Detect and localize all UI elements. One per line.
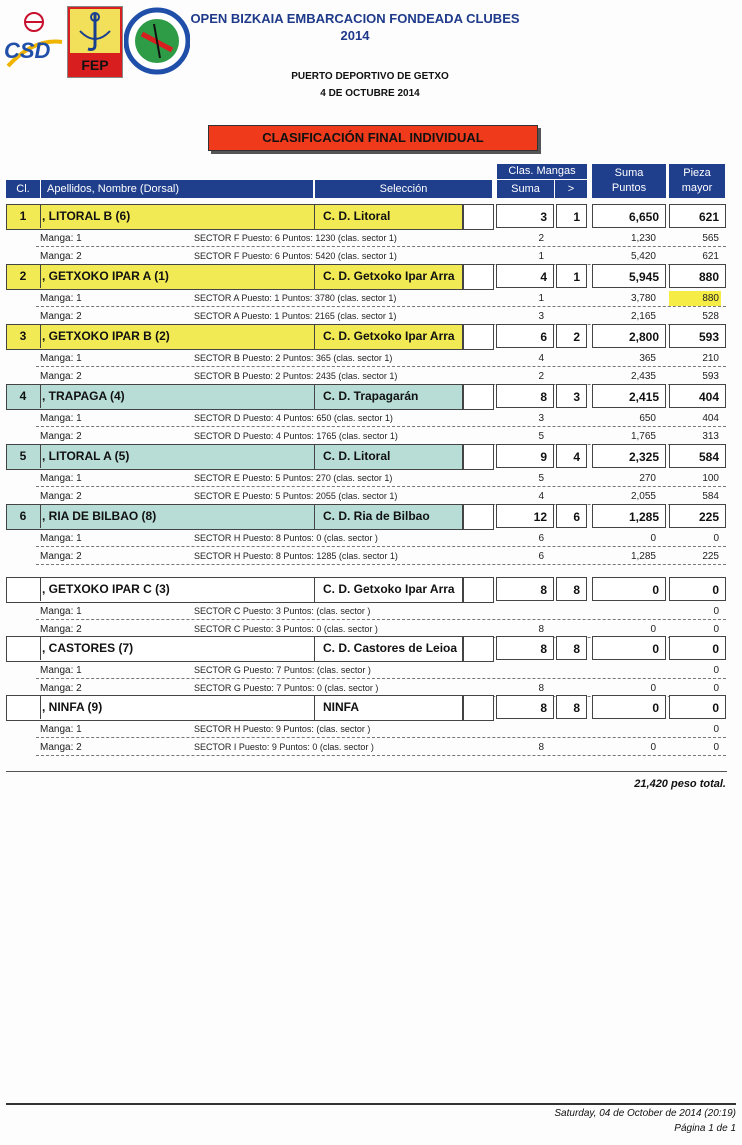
entry-puntos: 6,650 [592,204,666,228]
manga-sector: SECTOR B Puesto: 2 Puntos: 365 (clas. sector 1) [194,353,393,363]
entry-seleccion-divider [314,636,315,661]
entry-seleccion-divider [314,264,315,289]
entry-seleccion: C. D. Getxoko Ipar Arra [323,329,455,343]
entry-seleccion-divider [314,695,315,720]
manga-label: Manga: 2 [40,251,82,262]
entry-name: , CASTORES (7) [42,641,134,655]
entry-seleccion-divider [314,504,315,529]
manga-sector: SECTOR F Puesto: 6 Puntos: 1230 (clas. sector 1) [194,233,397,243]
manga-sector: SECTOR D Puesto: 4 Puntos: 1765 (clas. sector 1) [194,431,398,441]
col-gt: > [555,180,587,198]
entry-puntos: 2,325 [592,444,666,468]
entry-rank: 2 [6,264,41,288]
federation-seal [124,6,190,76]
manga-puntos: 2,055 [630,491,656,502]
event-location [230,68,510,102]
col-name: Apellidos, Nombre (Dorsal) [41,180,313,198]
manga-label: Manga: 2 [40,491,82,502]
manga-row-divider [36,678,726,679]
manga-row-divider [36,564,726,565]
manga-clas: 4 [538,491,544,502]
manga-label: Manga: 1 [40,724,82,735]
entry-blank-box [463,264,494,290]
entry-suma: 8 [496,695,554,719]
manga-puntos: 3,780 [630,293,656,304]
entry-blank-box [463,384,494,410]
manga-clas: 1 [538,293,544,304]
manga-label: Manga: 2 [40,371,82,382]
manga-clas: 6 [538,533,544,544]
col-suma-puntos [592,164,666,198]
manga-clas: 5 [538,431,544,442]
entry-gt: 3 [556,384,587,408]
entry-name: , GETXOKO IPAR C (3) [42,582,170,596]
manga-pieza: 100 [702,473,719,484]
col-seleccion: Selección [315,180,492,198]
manga-label: Manga: 2 [40,624,82,635]
entry-suma: 6 [496,324,554,348]
manga-label: Manga: 2 [40,742,82,753]
classification-banner: CLASIFICACIÓN FINAL INDIVIDUAL [208,125,538,151]
manga-row-divider [36,737,726,738]
manga-puntos: 1,230 [630,233,656,244]
entry-seleccion: C. D. Getxoko Ipar Arra [323,269,455,283]
footer-page: Página 1 de 1 [674,1123,736,1134]
col-pieza-mayor-2: mayor [681,182,713,194]
entry-puntos: 0 [592,695,666,719]
entry-pieza: 584 [669,444,726,468]
entry-puntos: 2,415 [592,384,666,408]
event-title-line1: OPEN BIZKAIA EMBARCACION FONDEADA CLUBES [190,11,520,26]
manga-pieza: 404 [702,413,719,424]
manga-puntos: 270 [639,473,656,484]
entry-seleccion: C. D. Litoral [323,209,391,223]
entry-suma: 8 [496,384,554,408]
manga-pieza: 584 [702,491,719,502]
entry-rank [6,636,41,660]
manga-clas: 3 [538,413,544,424]
footer-timestamp: Saturday, 04 de October de 2014 (20:19) [554,1108,736,1119]
entry-rank: 5 [6,444,41,468]
entry-blank-box [463,444,494,470]
event-title [190,10,520,44]
manga-clas: 8 [538,742,544,753]
manga-label: Manga: 1 [40,533,82,544]
manga-sector: SECTOR G Puesto: 7 Puntos: (clas. sector ) [194,665,371,675]
fep-logo [67,6,123,78]
entry-seleccion: NINFA [323,700,359,714]
manga-pieza: 0 [713,683,719,694]
manga-pieza: 0 [713,665,719,676]
manga-puntos: 0 [650,533,656,544]
entry-rank: 3 [6,324,41,348]
col-suma: Suma [497,180,554,198]
entry-blank-box [463,324,494,350]
entry-gt: 8 [556,577,587,601]
entry-blank-box [463,695,494,721]
manga-sector: SECTOR H Puesto: 8 Puntos: 1285 (clas. sector 1) [194,551,398,561]
manga-sector: SECTOR H Puesto: 8 Puntos: 0 (clas. sector ) [194,533,378,543]
entry-suma: 3 [496,204,554,228]
entry-name: , TRAPAGA (4) [42,389,125,403]
manga-sector: SECTOR A Puesto: 1 Puntos: 2165 (clas. sector 1) [194,311,397,321]
manga-row-divider [36,366,726,367]
entry-suma: 8 [496,577,554,601]
manga-sector: SECTOR D Puesto: 4 Puntos: 650 (clas. sector 1) [194,413,393,423]
col-pieza-mayor [669,164,725,198]
entry-name: , RIA DE BILBAO (8) [42,509,157,523]
manga-puntos: 365 [639,353,656,364]
manga-clas: 2 [538,233,544,244]
entry-seleccion-divider [314,384,315,409]
manga-label: Manga: 1 [40,353,82,364]
manga-clas: 4 [538,353,544,364]
entry-name: , GETXOKO IPAR B (2) [42,329,170,343]
col-suma-puntos-2: Puntos [611,182,647,194]
manga-pieza: 0 [713,606,719,617]
entry-gt: 6 [556,504,587,528]
venue: PUERTO DEPORTIVO DE GETXO [291,71,449,82]
entry-blank-box [463,204,494,230]
entry-puntos: 1,285 [592,504,666,528]
manga-puntos: 5,420 [630,251,656,262]
manga-label: Manga: 1 [40,606,82,617]
manga-pieza: 880 [669,291,721,306]
manga-label: Manga: 2 [40,431,82,442]
entry-puntos: 2,800 [592,324,666,348]
entry-puntos: 5,945 [592,264,666,288]
manga-pieza: 313 [702,431,719,442]
manga-sector: SECTOR F Puesto: 6 Puntos: 5420 (clas. sector 1) [194,251,397,261]
entry-seleccion-divider [314,204,315,229]
entry-pieza: 225 [669,504,726,528]
manga-label: Manga: 1 [40,473,82,484]
col-suma-puntos-1: Suma [614,167,644,179]
manga-puntos: 1,285 [630,551,656,562]
manga-clas: 6 [538,551,544,562]
manga-puntos: 650 [639,413,656,424]
manga-pieza: 621 [702,251,719,262]
manga-pieza: 0 [713,533,719,544]
entry-suma: 8 [496,636,554,660]
manga-row-divider [36,619,726,620]
entry-suma: 9 [496,444,554,468]
manga-pieza: 225 [702,551,719,562]
entry-seleccion: C. D. Trapagarán [323,389,419,403]
manga-puntos: 1,765 [630,431,656,442]
entry-suma: 4 [496,264,554,288]
entry-seleccion: C. D. Castores de Leioa [323,641,458,655]
entry-seleccion-divider [314,577,315,602]
entry-name: , LITORAL B (6) [42,209,131,223]
entry-seleccion: C. D. Getxoko Ipar Arra [323,582,455,596]
manga-label: Manga: 1 [40,665,82,676]
manga-pieza: 0 [713,742,719,753]
manga-row-divider [36,246,726,247]
csd-logo-text: CSD [4,38,51,63]
manga-label: Manga: 1 [40,293,82,304]
manga-sector: SECTOR E Puesto: 5 Puntos: 2055 (clas. sector 1) [194,491,398,501]
manga-row-divider [36,306,726,307]
manga-puntos: 2,435 [630,371,656,382]
csd-logo [4,8,64,74]
entry-rank [6,695,41,719]
manga-puntos: 0 [650,683,656,694]
entry-seleccion-divider [314,324,315,349]
entry-blank-box [463,636,494,662]
manga-puntos: 0 [650,742,656,753]
event-date: 4 DE OCTUBRE 2014 [320,88,420,99]
entry-rank: 4 [6,384,41,408]
entry-puntos: 0 [592,636,666,660]
entry-rank [6,577,41,601]
entry-rank: 1 [6,204,41,228]
manga-label: Manga: 2 [40,551,82,562]
manga-label: Manga: 1 [40,233,82,244]
fep-logo-text: FEP [81,57,109,73]
manga-row-divider [36,755,726,756]
manga-sector: SECTOR I Puesto: 9 Puntos: 0 (clas. sector ) [194,742,374,752]
entry-rank: 6 [6,504,41,528]
manga-clas: 1 [538,251,544,262]
entry-puntos: 0 [592,577,666,601]
table-end-rule [6,771,727,772]
entry-seleccion: C. D. Litoral [323,449,391,463]
entry-gt: 8 [556,636,587,660]
manga-clas: 2 [538,371,544,382]
manga-puntos: 2,165 [630,311,656,322]
manga-row-divider [36,486,726,487]
manga-sector: SECTOR H Puesto: 9 Puntos: (clas. sector ) [194,724,371,734]
entry-name: , NINFA (9) [42,700,103,714]
manga-sector: SECTOR C Puesto: 3 Puntos: (clas. sector ) [194,606,371,616]
manga-sector: SECTOR G Puesto: 7 Puntos: 0 (clas. sector ) [194,683,379,693]
entry-blank-box [463,504,494,530]
entry-name: , LITORAL A (5) [42,449,130,463]
entry-gt: 4 [556,444,587,468]
col-cl: Cl. [6,180,40,198]
manga-clas: 5 [538,473,544,484]
entry-pieza: 621 [669,204,726,228]
entry-suma: 12 [496,504,554,528]
entry-gt: 2 [556,324,587,348]
event-title-line2: 2014 [340,28,370,43]
entry-pieza: 880 [669,264,726,288]
entry-gt: 1 [556,264,587,288]
col-clas-mangas: Clas. Mangas [497,164,587,179]
manga-pieza: 528 [702,311,719,322]
manga-row-divider [36,546,726,547]
entry-gt: 1 [556,204,587,228]
entry-pieza: 0 [669,636,726,660]
manga-clas: 8 [538,624,544,635]
manga-sector: SECTOR E Puesto: 5 Puntos: 270 (clas. sector 1) [194,473,393,483]
manga-pieza: 565 [702,233,719,244]
total-weight: 21,420 peso total. [634,778,726,790]
manga-pieza: 0 [713,624,719,635]
entry-seleccion-divider [314,444,315,469]
manga-label: Manga: 2 [40,311,82,322]
manga-sector: SECTOR C Puesto: 3 Puntos: 0 (clas. sector ) [194,624,378,634]
manga-sector: SECTOR A Puesto: 1 Puntos: 3780 (clas. sector 1) [194,293,397,303]
manga-label: Manga: 1 [40,413,82,424]
manga-pieza: 593 [702,371,719,382]
entry-name: , GETXOKO IPAR A (1) [42,269,169,283]
footer-rule [6,1103,736,1105]
entry-pieza: 593 [669,324,726,348]
manga-sector: SECTOR B Puesto: 2 Puntos: 2435 (clas. sector 1) [194,371,398,381]
col-pieza-mayor-1: Pieza [683,167,711,179]
entry-pieza: 404 [669,384,726,408]
manga-row-divider [36,426,726,427]
entry-gt: 8 [556,695,587,719]
entry-pieza: 0 [669,577,726,601]
manga-clas: 3 [538,311,544,322]
entry-pieza: 0 [669,695,726,719]
manga-pieza: 210 [702,353,719,364]
manga-pieza: 0 [713,724,719,735]
manga-puntos: 0 [650,624,656,635]
manga-label: Manga: 2 [40,683,82,694]
entry-blank-box [463,577,494,603]
entry-seleccion: C. D. Ria de Bilbao [323,509,430,523]
manga-clas: 8 [538,683,544,694]
